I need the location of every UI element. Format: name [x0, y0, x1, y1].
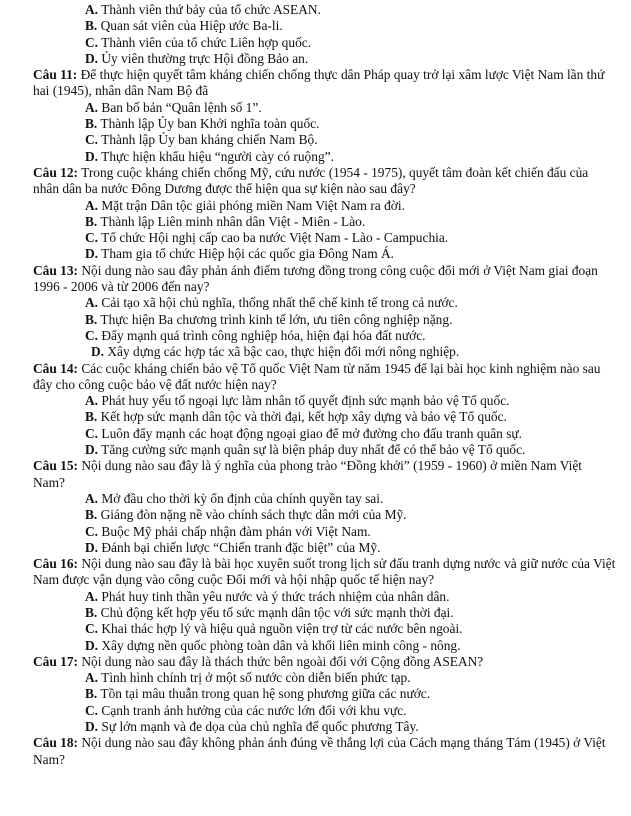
answer-option [85, 442, 617, 458]
option-text: Xây dựng các hợp tác xã bậc cao, thực hiện đổi mới nông nghiệp. [107, 344, 460, 360]
question-block [33, 165, 617, 263]
option-text: Phát huy yếu tố ngoại lực làm nhân tố quyết định sức mạnh bảo vệ Tổ quốc. [101, 393, 510, 409]
answer-option [85, 35, 617, 51]
option-letter: D. [85, 637, 99, 653]
option-letter: D. [85, 50, 99, 66]
option-letter: B. [85, 507, 98, 523]
option-text: Khai thác hợp lý và hiệu quả nguồn viện trợ từ các nước bên ngoài. [101, 621, 463, 637]
question-text: Trong cuộc kháng chiến chống Mỹ, cứu nước (1954 - 1975), quyết tâm đoàn kết chiến đấu của nhân dân ba nước Đông Dương được thể hiện qua sự kiện nào sau đây? [33, 164, 589, 197]
answer-option [85, 2, 617, 18]
question-number: Câu 14: [33, 360, 79, 376]
question-block [33, 67, 617, 165]
option-letter: D. [85, 539, 99, 555]
question-number: Câu 18: [33, 735, 79, 751]
answer-option [85, 246, 617, 262]
option-text: Thành lập Ủy ban kháng chiến Nam Bộ. [101, 132, 318, 148]
option-letter: C. [85, 425, 99, 441]
option-text: Thành lập Liên minh nhân dân Việt - Miên - Lào. [100, 213, 366, 229]
option-letter: A. [85, 588, 99, 604]
option-text: Ban bố bản “Quân lệnh số 1”. [101, 99, 262, 115]
question-number: Câu 12: [33, 164, 79, 180]
question-text: Các cuộc kháng chiến bảo vệ Tổ quốc Việt Nam từ năm 1945 để lại bài học kinh nghiệm nào sau đây cho công cuộc bảo vệ đất nước hiện nay? [33, 360, 601, 392]
option-text: Đẩy mạnh quá trình công nghiệp hóa, hiện đại hóa đất nước. [101, 327, 426, 343]
question-block [33, 458, 617, 556]
answer-option [85, 491, 617, 507]
option-letter: C. [85, 523, 99, 539]
answer-option [85, 393, 617, 409]
answer-option [85, 149, 617, 165]
option-text: Mở đầu cho thời kỳ ổn định của chính quyền tay sai. [101, 490, 384, 506]
answer-option [85, 328, 617, 344]
answer-option [85, 51, 617, 67]
answer-option [85, 605, 617, 621]
question-text: Để thực hiện quyết tâm kháng chiến chống thực dân Pháp quay trở lại xâm lược Việt Nam lần thứ hai (1945), nhân dân Nam Bộ đã [33, 67, 605, 99]
lead-options [33, 2, 617, 67]
option-letter: A. [85, 2, 99, 17]
option-text: Phát huy tinh thần yêu nước và ý thức trách nhiệm của nhân dân. [101, 588, 450, 604]
option-text: Chủ động kết hợp yếu tố sức mạnh dân tộc với sức mạnh thời đại. [100, 604, 454, 620]
answer-option [85, 409, 617, 425]
answer-option [85, 132, 617, 148]
option-text: Thành viên thứ bảy của tổ chức ASEAN. [101, 2, 321, 17]
option-letter: B. [85, 18, 98, 34]
answer-option [85, 507, 617, 523]
answer-option [85, 312, 617, 328]
option-text: Cạnh tranh ảnh hưởng của các nước lớn đối với khu vực. [101, 702, 407, 718]
answer-option [85, 719, 617, 735]
answer-option [85, 524, 617, 540]
option-text: Đánh bại chiến lược “Chiến tranh đặc biệt” của Mỹ. [101, 539, 381, 555]
option-letter: A. [85, 393, 99, 409]
answer-option [85, 214, 617, 230]
option-letter: A. [85, 490, 99, 506]
answer-option [85, 638, 617, 654]
option-letter: C. [85, 327, 99, 343]
question-text: Nội dung nào sau đây là thách thức bên ngoài đối với Cộng đồng ASEAN? [81, 653, 484, 669]
option-letter: D. [85, 148, 99, 164]
option-letter: B. [85, 213, 98, 229]
option-letter: B. [85, 409, 98, 425]
answer-option [85, 670, 617, 686]
question-block [33, 654, 617, 735]
option-letter: B. [85, 116, 98, 132]
option-text: Mặt trận Dân tộc giải phóng miền Nam Việt Nam ra đời. [101, 197, 405, 213]
question-text: Nội dung nào sau đây là ý nghĩa của phong trào “Đồng khởi” (1959 - 1960) ở miền Nam Việt Nam? [33, 458, 583, 490]
option-letter: A. [85, 295, 99, 311]
option-text: Ủy viên thường trực Hội đồng Bảo an. [101, 50, 309, 66]
option-text: Tình hình chính trị ở một số nước còn diễn biến phức tạp. [101, 670, 411, 686]
question-stem [33, 165, 617, 198]
option-letter: C. [85, 702, 99, 718]
option-text: Thành viên của tổ chức Liên hợp quốc. [101, 34, 312, 50]
option-text: Sự lớn mạnh và đe dọa của chủ nghĩa đế quốc phương Tây. [101, 719, 419, 735]
answer-option [85, 100, 617, 116]
option-text: Kết hợp sức mạnh dân tộc và thời đại, kết hợp xây dựng và bảo vệ Tổ quốc. [100, 409, 507, 425]
option-letter: C. [85, 34, 99, 50]
question-stem [33, 263, 617, 296]
option-text: Thành lập Ủy ban Khởi nghĩa toàn quốc. [100, 116, 320, 132]
option-text: Tồn tại mâu thuẫn trong quan hệ song phương giữa các nước. [100, 686, 431, 702]
question-block [33, 556, 617, 654]
option-text: Quan sát viên của Hiệp ước Ba-li. [100, 18, 283, 34]
option-letter: B. [85, 604, 98, 620]
option-letter: C. [85, 230, 99, 246]
question-block [33, 735, 617, 768]
option-text: Luôn đẩy mạnh các hoạt động ngoại giao để mở đường cho đấu tranh quân sự. [101, 425, 523, 441]
option-letter: C. [85, 132, 99, 148]
answer-option [85, 426, 617, 442]
option-text: Tổ chức Hội nghị cấp cao ba nước Việt Nam - Lào - Campuchia. [101, 230, 449, 246]
answer-option [85, 230, 617, 246]
option-letter: D. [85, 719, 99, 735]
question-text: Nội dung nào sau đây là bài học xuyên suốt trong lịch sử đấu tranh dựng nước và giữ nước của Việt Nam được vận dụng vào công cuộc Đổi mới và hội nhập quốc tế hiện nay? [33, 556, 616, 588]
question-stem [33, 654, 617, 670]
question-number: Câu 15: [33, 458, 79, 474]
option-letter: D. [85, 246, 99, 262]
question-stem [33, 735, 617, 768]
question-number: Câu 17: [33, 653, 79, 669]
option-letter: D. [85, 442, 99, 458]
question-number: Câu 16: [33, 556, 79, 572]
question-block [33, 263, 617, 361]
option-letter: B. [85, 686, 98, 702]
option-text: Tăng cường sức mạnh quân sự là biện pháp duy nhất để có thể bảo vệ Tổ quốc. [101, 442, 526, 458]
option-letter: A. [85, 670, 99, 686]
answer-option [85, 686, 617, 702]
question-list [33, 67, 617, 768]
question-stem [33, 556, 617, 589]
option-letter: A. [85, 197, 99, 213]
option-text: Thực hiện khẩu hiệu “người cày có ruộng”. [101, 148, 334, 164]
option-text: Tham gia tổ chức Hiệp hội các quốc gia Đông Nam Á. [101, 246, 394, 262]
question-block [33, 361, 617, 459]
answer-option [85, 198, 617, 214]
answer-option [85, 621, 617, 637]
answer-option [85, 540, 617, 556]
answer-option [91, 344, 617, 360]
option-letter: C. [85, 621, 99, 637]
answer-option [85, 18, 617, 34]
option-letter: B. [85, 311, 98, 327]
question-text: Nội dung nào sau đây phản ánh điểm tương đồng trong công cuộc đổi mới ở Việt Nam giai đoạn 1996 - 2006 và từ 2006 đến nay? [33, 262, 598, 295]
question-stem [33, 458, 617, 491]
question-number: Câu 11: [33, 67, 78, 83]
answer-option [85, 703, 617, 719]
option-text: Giáng đòn nặng nề vào chính sách thực dân mới của Mỹ. [100, 507, 407, 523]
option-text: Buộc Mỹ phải chấp nhận đàm phán với Việt Nam. [101, 523, 371, 539]
question-number: Câu 13: [33, 262, 79, 278]
option-text: Cải tạo xã hội chủ nghĩa, thống nhất thể chế kinh tế trong cả nước. [101, 295, 458, 311]
answer-option [85, 589, 617, 605]
question-stem [33, 361, 617, 394]
option-text: Xây dựng nền quốc phòng toàn dân và khối liên minh công - nông. [101, 637, 461, 653]
option-letter: D. [91, 344, 105, 360]
question-text: Nội dung nào sau đây không phản ánh đúng về thắng lợi của Cách mạng tháng Tám (1945) ở Việt Nam? [33, 735, 606, 767]
option-letter: A. [85, 99, 99, 115]
answer-option [85, 295, 617, 311]
option-text: Thực hiện Ba chương trình kinh tế lớn, ưu tiên công nghiệp nặng. [100, 311, 453, 327]
question-stem [33, 67, 617, 100]
answer-option [85, 116, 617, 132]
